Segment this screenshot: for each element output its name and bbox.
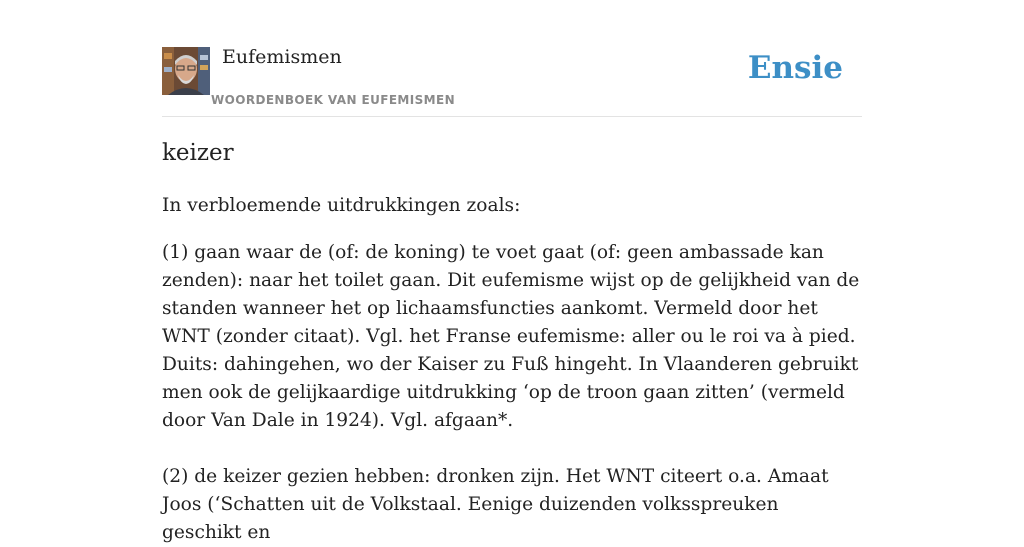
entry-paragraph-1: (1) gaan waar de (of: de koning) te voet gaat (of: geen ambassade kan zenden): naar het toilet gaan. Dit eufemisme wijst op de gelijkheid van de standen wanneer het op lichaamsfuncties aankomt. Vermeld door het WNT (zonder citaat). Vgl. het Franse eufemisme: aller ou le roi va à pied. Duits: dahingehen, wo der Kaiser zu Fuß hingeht. In Vlaanderen gebruikt men ook de gelijkaardige uitdrukking ‘op de troon gaan zitten’ (vermeld door Van Dale in 1924). Vgl. afgaan*. <box>162 242 860 431</box>
author-name[interactable]: Eufemismen <box>222 46 342 68</box>
dictionary-subtitle[interactable]: WOORDENBOEK VAN EUFEMISMEN <box>211 93 456 107</box>
header <box>162 0 862 117</box>
page <box>162 0 862 543</box>
entry-intro: In verbloemende uitdrukkingen zoals: <box>162 195 521 216</box>
ensie-logo-link[interactable]: Ensie <box>747 50 843 86</box>
entry-title: keizer <box>162 140 234 166</box>
entry-content <box>162 192 862 547</box>
avatar-image <box>162 47 210 95</box>
author-avatar[interactable] <box>162 47 210 95</box>
entry-paragraph-2: (2) de keizer gezien hebben: dronken zijn. Het WNT citeert o.a. Amaat Joos (‘Schatten uit de Volkstaal. Eenige duizenden volksspreuken geschikt en <box>162 466 829 543</box>
